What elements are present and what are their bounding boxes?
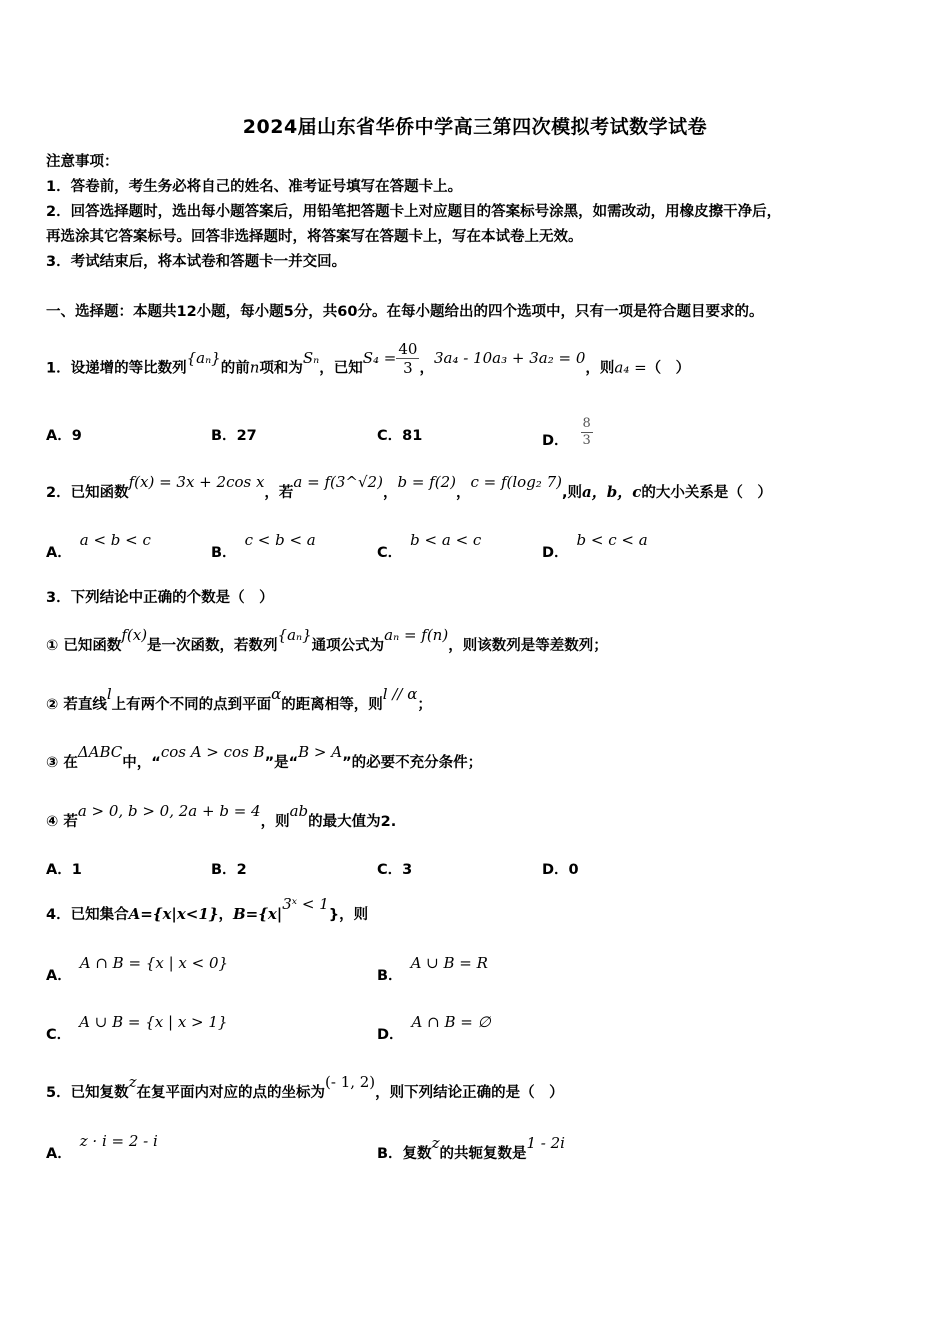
option-math: z	[431, 1134, 440, 1152]
stmt-text: ”是“	[264, 755, 299, 771]
q1-seq: {aₙ}	[186, 348, 221, 367]
stmt-text: 上有两个不同的点到平面	[111, 697, 272, 713]
stmt-text: ，则该数列是等差数列；	[448, 638, 608, 654]
stmt-text: 的最大值为2.	[308, 814, 397, 830]
question-2	[46, 473, 772, 503]
option-text: 的共轭复数是	[439, 1146, 527, 1162]
option-value: 3	[402, 862, 413, 878]
option-math: b < a < c	[410, 531, 482, 549]
q3-statement-4	[46, 802, 397, 832]
q4-condition: 3ˣ < 1	[282, 895, 329, 913]
q2-c-def: c = f(log₂ 7)	[470, 473, 562, 491]
q2-option-d[interactable]	[542, 531, 648, 562]
option-label: D．	[542, 862, 569, 878]
option-label: B．	[211, 862, 237, 878]
option-math: b < c < a	[576, 531, 648, 549]
q1-option-a[interactable]	[46, 424, 82, 445]
q4-set-a: A={x|x<1}	[128, 905, 219, 923]
q2-a-def: a = f(3^√2)	[293, 473, 383, 491]
stmt-math: α	[271, 685, 282, 703]
notice-item-2-cont: 再选涂其它答案标号。回答非选择题时，将答案写在答题卡上，写在本试卷上无效。	[46, 229, 583, 245]
q3-statement-3	[46, 743, 483, 773]
q1-frac-den: 3	[403, 359, 413, 377]
option-label: B．	[211, 428, 237, 444]
q2-text: ，	[455, 485, 471, 501]
option-label: C．	[377, 545, 403, 561]
q1-text: 1．设递增的等比数列	[46, 360, 187, 377]
option-label: C．	[377, 428, 403, 444]
option-label: D．	[377, 1027, 404, 1043]
q4-option-c[interactable]	[46, 1013, 228, 1044]
stmt-math: l // α	[382, 685, 418, 703]
option-label: A．	[46, 862, 72, 878]
section-heading: 一、选择题：本题共12小题，每小题5分，共60分。在每小题给出的四个选项中，只有一项是符合题目要求的。	[46, 304, 764, 320]
q1-text: ，则	[585, 360, 615, 377]
option-label: A．	[46, 1146, 72, 1162]
q5-var: z	[128, 1073, 137, 1091]
q5-text: 在复平面内对应的点的坐标为	[136, 1085, 325, 1101]
option-label: B．	[211, 545, 237, 561]
q3-option-a[interactable]	[46, 858, 82, 879]
exam-title: 2024届山东省华侨中学高三第四次模拟考试数学试卷	[242, 116, 708, 138]
stmt-math: ΔABC	[77, 743, 123, 761]
option-math: z · i = 2 - i	[79, 1132, 158, 1150]
q5-point: (- 1, 2)	[325, 1073, 376, 1091]
option-text: 复数	[402, 1146, 432, 1162]
option-label: A．	[46, 545, 72, 561]
q2-option-a[interactable]	[46, 531, 151, 562]
q3-option-c[interactable]	[377, 858, 412, 879]
option-value: 2	[236, 862, 247, 878]
option-math: A ∩ B = ∅	[411, 1013, 491, 1031]
option-label: A．	[46, 428, 72, 444]
stmt-text: ；	[417, 697, 432, 713]
q1-var: n	[249, 358, 260, 377]
stmt-text: ④ 若	[46, 814, 78, 830]
q1-s4: S₄ =	[362, 348, 397, 367]
q1-text: 的前	[220, 360, 250, 377]
stmt-text: ”的必要不充分条件；	[342, 755, 483, 771]
stmt-math: f(x)	[121, 626, 148, 644]
stmt-math: B > A	[298, 743, 343, 761]
q1-text: ，已知	[319, 360, 363, 377]
q5-option-b[interactable]	[377, 1134, 565, 1163]
q4-option-b[interactable]	[377, 954, 488, 985]
notice-heading: 注意事项：	[46, 154, 119, 170]
stmt-math: cos A > cos B	[160, 743, 265, 761]
q1-text: 项和为	[259, 360, 303, 377]
option-label: A．	[46, 968, 72, 984]
notice-item-2: 2．回答选择题时，选出每小题答案后，用铅笔把答题卡上对应题目的答案标号涂黑，如需改动，用橡皮擦干净后，	[46, 204, 782, 220]
stmt-text: 是一次函数，若数列	[147, 638, 278, 654]
option-value: 1	[71, 862, 82, 878]
option-label: B．	[377, 968, 403, 984]
option-math: A ∪ B = R	[410, 954, 488, 972]
stmt-math: a > 0, b > 0, 2a + b = 4	[77, 802, 261, 820]
q4-text: ，	[218, 907, 233, 923]
option-math: 1 - 2i	[526, 1134, 565, 1152]
option-label: D．	[542, 545, 569, 561]
q1-sum: Sₙ	[302, 348, 320, 367]
q2-vars: a，b，c	[582, 483, 642, 501]
option-math: c < b < a	[244, 531, 316, 549]
q4-set-b: B={x|	[232, 905, 283, 923]
stmt-text: 中，“	[122, 755, 161, 771]
stmt-text: 的距离相等，则	[281, 697, 383, 713]
option-value: 81	[402, 428, 423, 444]
q1-a4: a₄ =	[614, 358, 647, 377]
question-5	[46, 1073, 564, 1103]
q2-text: ，若	[264, 485, 294, 501]
q1-text: ，	[419, 360, 434, 377]
stmt-text: ① 已知函数	[46, 638, 122, 654]
q3-statement-1	[46, 626, 608, 656]
q1-option-b[interactable]	[211, 424, 257, 445]
q4-text: }，则	[328, 907, 369, 923]
q3-option-d[interactable]	[542, 858, 579, 879]
q3-option-b[interactable]	[211, 858, 247, 879]
question-1	[46, 340, 691, 387]
stmt-text: ② 若直线	[46, 697, 107, 713]
stmt-math: aₙ = f(n)	[384, 626, 449, 644]
option-math: a < b < c	[79, 531, 151, 549]
frac-den: 3	[582, 433, 591, 448]
q4-text: 4．已知集合	[46, 907, 129, 923]
option-value: 27	[236, 428, 257, 444]
q2-text: ,则	[562, 485, 583, 501]
notice-item-1: 1．答卷前，考生务必将自己的姓名、准考证号填写在答题卡上。	[46, 179, 463, 195]
stmt-text: ，则	[260, 814, 290, 830]
option-label: D．	[542, 432, 569, 449]
q1-option-d[interactable]	[542, 416, 593, 449]
q2-text: 的大小关系是（ ）	[641, 485, 772, 501]
stmt-math: l	[106, 685, 112, 703]
q1-equation: 3a₄ - 10a₃ + 3a₂ = 0	[433, 348, 586, 367]
option-label: C．	[46, 1027, 72, 1043]
question-3: 3．下列结论中正确的个数是（ ）	[46, 590, 274, 606]
q2-text: ，	[382, 485, 398, 501]
notice-item-3: 3．考试结束后，将本试卷和答题卡一并交回。	[46, 254, 347, 270]
option-math: A ∩ B = {x | x < 0}	[79, 954, 229, 972]
stmt-text: 通项公式为	[311, 638, 385, 654]
q1-option-c[interactable]	[377, 424, 422, 445]
stmt-text: ③ 在	[46, 755, 78, 771]
frac-num: 8	[582, 416, 591, 431]
q1-text: （ ）	[646, 360, 691, 377]
option-label: B．	[377, 1146, 403, 1162]
stmt-math: {aₙ}	[277, 626, 312, 644]
q2-b-def: b = f(2)	[397, 473, 456, 491]
option-math: A ∪ B = {x | x > 1}	[79, 1013, 228, 1031]
q1-frac-num: 40	[398, 340, 418, 358]
question-4	[46, 895, 369, 925]
q5-option-a[interactable]	[46, 1132, 158, 1163]
stmt-math: ab	[289, 802, 309, 820]
q3-statement-2	[46, 685, 432, 715]
q4-option-d[interactable]	[377, 1013, 491, 1044]
q5-text: 5．已知复数	[46, 1085, 129, 1101]
q4-option-a[interactable]	[46, 954, 229, 985]
q1-fraction	[396, 340, 419, 377]
option-value: 0	[568, 862, 579, 878]
option-value: 9	[71, 428, 82, 444]
q2-text: 2．已知函数	[46, 485, 129, 501]
option-label: C．	[377, 862, 403, 878]
q2-function: f(x) = 3x + 2cos x	[128, 473, 265, 491]
q2-option-c[interactable]	[377, 531, 482, 562]
q2-option-b[interactable]	[211, 531, 316, 562]
q5-text: ，则下列结论正确的是（ ）	[375, 1085, 564, 1101]
option-fraction	[581, 416, 593, 449]
